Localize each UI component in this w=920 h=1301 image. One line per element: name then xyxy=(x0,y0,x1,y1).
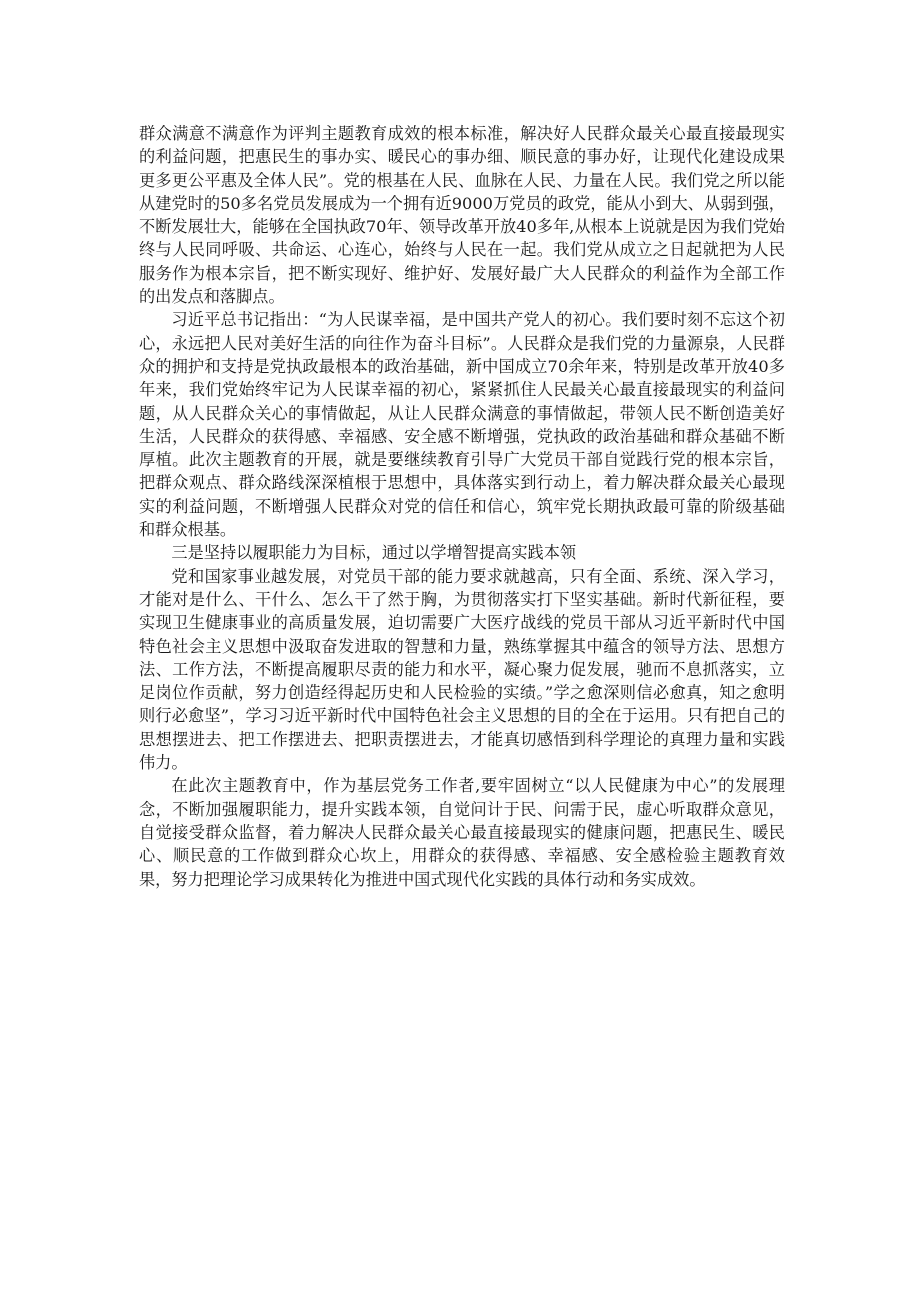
paragraph-xi-quote: 习近平总书记指出：“为人民谋幸福，是中国共产党人的初心。我们要时刻不忘这个初心，永远把人民对美好生活的向往作为奋斗目标”。人民群众是我们党的力量源泉，人民群众的拥护和支持是党执政最根本的政治基础，新中国成立70余年来，特别是改革开放40多年来，我们党始终牢记为人民谋幸福的初心，紧紧抓住人民最关心最直接最现实的利益问题，从人民群众关心的事情做起，从让人民群众满意的事情做起，带领人民不断创造美好生活，人民群众的获得感、幸福感、安全感不断增强，党执政的政治基础和群众基础不断厚植。此次主题教育的开展，就是要继续教育引导广大党员干部自觉践行党的根本宗旨，把群众观点、群众路线深深植根于思想中，具体落实到行动上，着力解决群众最关心最现实的利益问题，不断增强人民群众对党的信任和信心，筑牢党长期执政最可靠的阶级基础和群众根基。 xyxy=(139,310,785,540)
section-heading: 三是坚持以履职能力为目标，通过以学增智提高实践本领 xyxy=(171,543,577,563)
paragraph-conclusion: 在此次主题教育中，作为基层党务工作者,要牢固树立“以人民健康为中心”的发展理念，不断加强履职能力，提升实践本领，自觉问计于民、问需于民，虚心听取群众意见，自觉接受群众监督，着力解决人民群众最关心最直接最现实的健康问题，把惠民生、暖民心、顺民意的工作做到群众心坎上，用群众的获得感、幸福感、安全感检验主题教育效果，努力把理论学习成果转化为推进中国式现代化实践的具体行动和务实成效。 xyxy=(139,776,785,889)
paragraph-continuation: 群众满意不满意作为评判主题教育成效的根本标准，解决好人民群众最关心最直接最现实的利益问题，把惠民生的事办实、暖民心的事办细、顺民意的事办好，让现代化建设成果更多更公平惠及全体人民”。党的根基在人民、血脉在人民、力量在人民。我们党之所以能从建党时的50多名党员发展成为一个拥有近9000万党员的政党，能从小到大、从弱到强，不断发展壮大，能够在全国执政70年、领导改革开放40多年,从根本上说就是因为我们党始终与人民同呼吸、共命运、心连心，始终与人民在一起。我们党从成立之日起就把为人民服务作为根本宗旨，把不断实现好、维护好、发展好最广大人民群众的利益作为全部工作的出发点和落脚点。 xyxy=(139,124,785,307)
paragraph-capability: 党和国家事业越发展，对党员干部的能力要求就越高，只有全面、系统、深入学习，才能对是什么、干什么、怎么干了然于胸，为贯彻落实打下坚实基础。新时代新征程，要实现卫生健康事业的高质量发展，迫切需要广大医疗战线的党员干部从习近平新时代中国特色社会主义思想中汲取奋发进取的智慧和力量，熟练掌握其中蕴含的领导方法、思想方法、工作方法，不断提高履职尽责的能力和水平，凝心聚力促发展，驰而不息抓落实，立足岗位作贡献，努力创造经得起历史和人民检验的实绩。”学之愈深则信必愈真，知之愈明则行必愈坚”，学习习近平新时代中国特色社会主义思想的目的全在于运用。只有把自己的思想摆进去、把工作摆进去、把职责摆进去，才能真切感悟到科学理论的真理力量和实践伟力。 xyxy=(139,566,785,773)
document-body xyxy=(139,122,785,891)
